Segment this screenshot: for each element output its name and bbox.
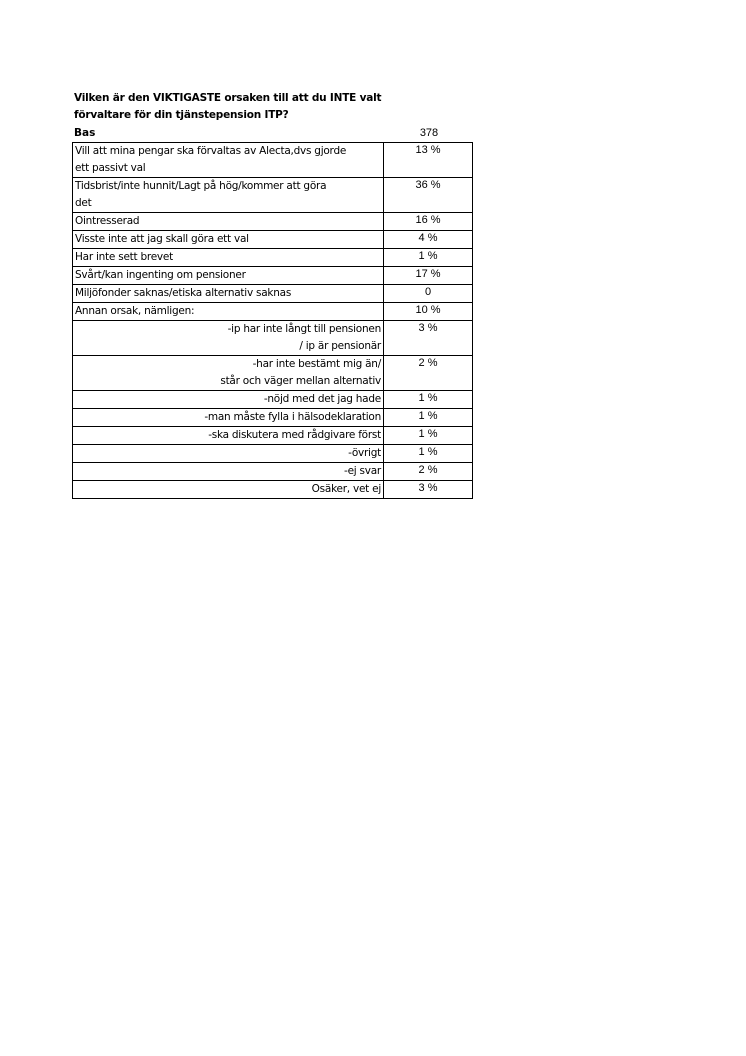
table-row [73, 463, 473, 481]
table-row [73, 178, 473, 213]
row-value: 3 % [384, 481, 473, 499]
row-label [73, 143, 384, 178]
row-label: -övrigt [73, 445, 384, 463]
table-row [73, 481, 473, 499]
row-value: 4 % [384, 231, 473, 249]
row-label-line-2: / ip är pensionär [299, 340, 381, 352]
table-row [73, 249, 473, 267]
row-value: 36 % [384, 178, 473, 213]
row-label: -ska diskutera med rådgivare först [73, 427, 384, 445]
row-label: Har inte sett brevet [73, 249, 384, 267]
row-value: 2 % [384, 463, 473, 481]
row-label [73, 178, 384, 213]
row-label-line-2: står och väger mellan alternativ [220, 375, 381, 387]
row-value: 16 % [384, 213, 473, 231]
row-label: Osäker, vet ej [73, 481, 384, 499]
table-row [73, 231, 473, 249]
row-value: 1 % [384, 409, 473, 427]
table-row [73, 445, 473, 463]
row-label: Svårt/kan ingenting om pensioner [73, 267, 384, 285]
row-label-line-2: det [75, 197, 92, 209]
row-value: 1 % [384, 391, 473, 409]
table-row [73, 303, 473, 321]
row-label: Annan orsak, nämligen: [73, 303, 384, 321]
table-row [73, 427, 473, 445]
row-value: 10 % [384, 303, 473, 321]
row-label-line-1: Vill att mina pengar ska förvaltas av Alecta,dvs gjorde [75, 145, 347, 157]
table-row [73, 356, 473, 391]
row-label-line-1: -ip har inte långt till pensionen [227, 323, 381, 335]
question-line-2: förvaltare för din tjänstepension ITP? [74, 109, 289, 121]
row-label: -man måste fylla i hälsodeklaration [73, 409, 384, 427]
table-row [73, 391, 473, 409]
bas-row [74, 126, 472, 142]
table-row [73, 409, 473, 427]
row-label: Miljöfonder saknas/etiska alternativ saknas [73, 285, 384, 303]
row-label [73, 356, 384, 391]
row-label: Visste inte att jag skall göra ett val [73, 231, 384, 249]
bas-label: Bas [74, 127, 96, 139]
row-value: 1 % [384, 249, 473, 267]
row-value: 1 % [384, 445, 473, 463]
row-value: 13 % [384, 143, 473, 178]
row-label-line-2: ett passivt val [75, 162, 146, 174]
question-line-1: Vilken är den VIKTIGASTE orsaken till att du INTE valt [74, 92, 382, 104]
row-label-line-1: Tidsbrist/inte hunnit/Lagt på hög/kommer att göra [75, 180, 327, 192]
table-row [73, 267, 473, 285]
row-label: Ointresserad [73, 213, 384, 231]
row-value: 1 % [384, 427, 473, 445]
table-row [73, 321, 473, 356]
table-row [73, 285, 473, 303]
row-label-line-1: -har inte bestämt mig än/ [252, 358, 381, 370]
table-row [73, 143, 473, 178]
row-value: 2 % [384, 356, 473, 391]
row-value: 17 % [384, 267, 473, 285]
row-label: -ej svar [73, 463, 384, 481]
table-row [73, 213, 473, 231]
row-value: 0 [384, 285, 473, 303]
question-heading [74, 90, 404, 124]
row-label: -nöjd med det jag hade [73, 391, 384, 409]
results-table [72, 142, 473, 499]
bas-value: 378 [419, 127, 439, 139]
row-value: 3 % [384, 321, 473, 356]
row-label [73, 321, 384, 356]
